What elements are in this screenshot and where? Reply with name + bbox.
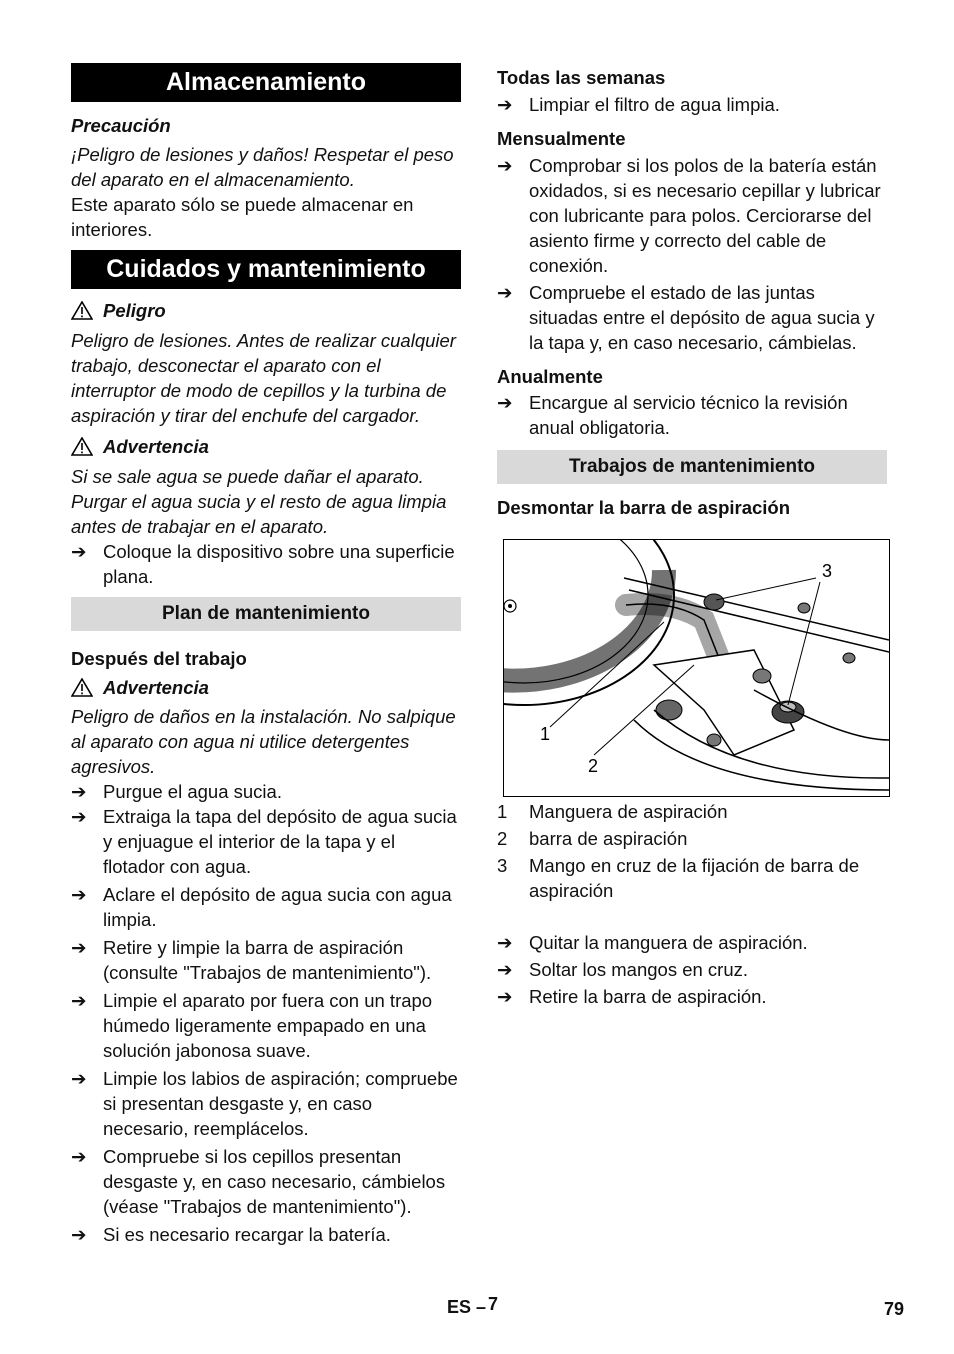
arrow-right-icon: ➔ [71, 806, 87, 827]
mensual-title: Mensualmente [497, 128, 626, 149]
list-item [71, 779, 461, 804]
legend-number: 2 [497, 828, 508, 849]
arrow-right-icon: ➔ [71, 884, 87, 905]
list-item-text: Compruebe si los cepillos presentan desgaste y, en caso necesario, cámbielos (véase "Trabajos de mantenimiento"). [103, 1146, 446, 1217]
list-item [71, 935, 461, 985]
storage-text: Este aparato sólo se puede almacenar en interiores. [71, 194, 414, 240]
list-item [71, 539, 461, 589]
arrow-right-icon: ➔ [497, 986, 513, 1007]
section-title-cuidados: Cuidados y mantenimiento [71, 250, 461, 289]
warning-icon [71, 301, 93, 320]
arrow-right-icon: ➔ [497, 392, 513, 413]
arrow-right-icon: ➔ [497, 959, 513, 980]
footer-language-page [447, 1294, 499, 1318]
legend-item [497, 799, 887, 824]
warning-icon [71, 678, 93, 697]
arrow-right-icon: ➔ [71, 1146, 87, 1167]
advertencia2-text: Peligro de daños en la instalación. No salpique al aparato con agua ni utilice detergentes agresivos. [71, 706, 456, 777]
list-item-text: Limpie el aparato por fuera con un trapo húmedo ligeramente empapado en una solución jabonosa suave. [103, 990, 433, 1061]
steps-list [497, 930, 887, 1009]
section-title-almacenamiento: Almacenamiento [71, 63, 461, 102]
list-item-text: Extraiga la tapa del depósito de agua sucia y enjuague el interior de la tapa y el flotador con agua. [103, 806, 457, 877]
list-item-text: Purgue el agua sucia. [103, 781, 282, 802]
arrow-right-icon: ➔ [71, 781, 87, 802]
advertencia1-label: Advertencia [103, 436, 209, 457]
list-item-text: Si es necesario recargar la batería. [103, 1224, 391, 1245]
list-item-text: Encargue al servicio técnico la revisión anual obligatoria. [529, 392, 848, 438]
figure-legend [497, 799, 887, 903]
advertencia1-text: Si se sale agua se puede dañar el aparato. Purgar el agua sucia y el resto de agua limpia antes de trabajar en el aparato. [71, 466, 447, 537]
list-item-text: Limpiar el filtro de agua limpia. [529, 94, 780, 115]
list-item [71, 882, 461, 932]
warning-icon [71, 437, 93, 456]
list-item [71, 1222, 461, 1247]
semanas-title: Todas las semanas [497, 67, 666, 88]
legend-item [497, 826, 887, 851]
legend-number: 1 [497, 801, 508, 822]
list-item-text: Aclare el depósito de agua sucia con agua limpia. [103, 884, 452, 930]
footer-lang: ES [447, 1297, 472, 1317]
list-item [497, 153, 887, 278]
list-item [497, 92, 887, 117]
list-item [71, 1144, 461, 1219]
arrow-right-icon: ➔ [71, 990, 87, 1011]
list-item-text: Soltar los mangos en cruz. [529, 959, 749, 980]
despues-title: Después del trabajo [71, 648, 247, 669]
advertencia2-label: Advertencia [103, 677, 209, 698]
peligro-text: Peligro de lesiones. Antes de realizar cualquier trabajo, desconectar el aparato con el interruptor de modo de cepillos y la turbina de aspiración y tirar del enchufe del cargador. [71, 330, 456, 426]
arrow-right-icon: ➔ [71, 1068, 87, 1089]
list-item-text: Quitar la manguera de aspiración. [529, 932, 808, 953]
list-item [71, 1066, 461, 1141]
right-column [497, 65, 887, 1009]
list-item-text: Limpie los labios de aspiración; compruebe si presentan desgaste y, en caso necesario, reemplácelos. [103, 1068, 458, 1139]
suction-bar-illustration [503, 539, 890, 797]
arrow-right-icon: ➔ [497, 94, 513, 115]
list-item [497, 390, 887, 440]
arrow-right-icon: ➔ [497, 282, 513, 303]
arrow-right-icon: ➔ [71, 1224, 87, 1245]
legend-text: barra de aspiración [529, 828, 688, 849]
footer-local-page: 7 [488, 1294, 499, 1314]
anual-title: Anualmente [497, 366, 603, 387]
page-number: 79 [884, 1299, 905, 1319]
list-item [497, 984, 887, 1009]
arrow-right-icon: ➔ [71, 541, 87, 562]
callout-2: 2 [588, 756, 599, 776]
callout-3: 3 [822, 561, 833, 581]
after-work-list [71, 779, 461, 1247]
list-item [71, 988, 461, 1063]
advertencia2-heading [71, 675, 461, 700]
precaucion-label: Precaución [71, 115, 171, 136]
list-item-text: Comprobar si los polos de la batería están oxidados, si es necesario cepillar y lubricar con lubricante para polos. Cerciorarse del asiento firme y correcto del cable de conexión. [529, 155, 881, 276]
desmontar-title: Desmontar la barra de aspiración [497, 497, 791, 518]
illustration-drawing [504, 540, 889, 796]
bullet-surface: Coloque la dispositivo sobre una superficie plana. [103, 541, 455, 587]
advertencia1-heading [71, 434, 461, 459]
arrow-right-icon: ➔ [497, 932, 513, 953]
list-item [497, 957, 887, 982]
legend-number: 3 [497, 855, 508, 876]
list-item-text: Compruebe el estado de las juntas situadas entre el depósito de agua sucia y la tapa y, en caso necesario, cámbielas. [529, 282, 875, 353]
precaucion-text: ¡Peligro de lesiones y daños! Respetar el peso del aparato en el almacenamiento. [71, 144, 454, 190]
footer-separator: – [476, 1297, 487, 1317]
peligro-heading [71, 298, 461, 323]
legend-text: Mango en cruz de la fijación de barra de aspiración [529, 855, 860, 901]
left-column [71, 63, 461, 1247]
legend-text: Manguera de aspiración [529, 801, 728, 822]
list-item-text: Retire la barra de aspiración. [529, 986, 767, 1007]
section-title-plan: Plan de mantenimiento [71, 597, 461, 631]
arrow-right-icon: ➔ [497, 155, 513, 176]
list-item [497, 930, 887, 955]
arrow-right-icon: ➔ [71, 937, 87, 958]
list-item [71, 804, 461, 879]
callout-1: 1 [540, 724, 551, 744]
peligro-label: Peligro [103, 300, 166, 321]
list-item [497, 280, 887, 355]
list-item-text: Retire y limpie la barra de aspiración (consulte "Trabajos de mantenimiento"). [103, 937, 432, 983]
section-title-trabajos: Trabajos de mantenimiento [497, 450, 887, 484]
legend-item [497, 853, 887, 903]
